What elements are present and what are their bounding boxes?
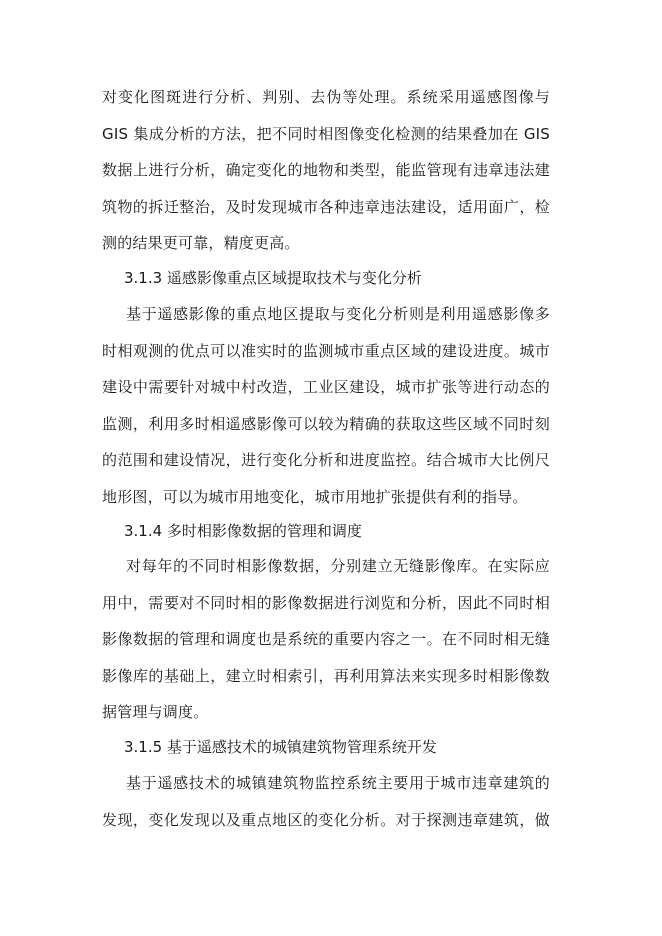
paragraph-line: GIS 集成分析的方法，把不同时相图像变化检测的结果叠加在 GIS bbox=[102, 124, 550, 143]
paragraph-line: 监测，利用多时相遥感影像可以较为精确的获取这些区域不同时刻 bbox=[102, 414, 550, 433]
paragraph-line: 据管理与调度。 bbox=[102, 703, 209, 722]
paragraph-line: 测的结果更可靠，精度更高。 bbox=[102, 234, 300, 253]
section-heading-3-1-5: 3.1.5 基于遥感技术的城镇建筑物管理系统开发 bbox=[124, 738, 437, 756]
paragraph-line: 数据上进行分析，确定变化的地物和类型，能监管现有违章违法建 bbox=[102, 161, 550, 180]
section-heading-3-1-3: 3.1.3 遥感影像重点区域提取技术与变化分析 bbox=[124, 269, 422, 287]
paragraph-line: 用中，需要对不同时相的影像数据进行浏览和分析，因此不同时相 bbox=[102, 593, 550, 612]
paragraph-4 bbox=[102, 765, 550, 838]
paragraph-line: 的范围和建设情况，进行变化分析和进度监控。结合城市大比例尺 bbox=[102, 451, 550, 470]
paragraph-line: 发现，变化发现以及重点地区的变化分析。对于探测违章建筑，做 bbox=[102, 810, 550, 829]
paragraph-line: 基于遥感技术的城镇建筑物监控系统主要用于城市违章建筑的 bbox=[126, 774, 550, 792]
paragraph-line: 基于遥感影像的重点地区提取与变化分析则是利用遥感影像多 bbox=[126, 305, 550, 323]
paragraph-line: 时相观测的优点可以准实时的监测城市重点区域的建设进度。城市 bbox=[102, 341, 550, 360]
paragraph-line: 对每年的不同时相影像数据，分别建立无缝影像库。在实际应 bbox=[126, 557, 550, 575]
paragraph-line: 地形图，可以为城市用地变化，城市用地扩张提供有利的指导。 bbox=[102, 487, 528, 506]
paragraph-line: 筑物的拆迁整治，及时发现城市各种违章违法建设，适用面广，检 bbox=[102, 197, 550, 216]
paragraph-line: 对变化图斑进行分析、判别、去伪等处理。系统采用遥感图像与 bbox=[102, 88, 550, 106]
paragraph-3 bbox=[102, 548, 550, 731]
paragraph-line: 影像库的基础上，建立时相索引，再利用算法来实现多时相影像数 bbox=[102, 666, 550, 685]
paragraph-line: 建设中需要针对城中村改造，工业区建设，城市扩张等进行动态的 bbox=[102, 378, 550, 397]
paragraph-1 bbox=[102, 79, 550, 262]
paragraph-line: 影像数据的管理和调度也是系统的重要内容之一。在不同时相无缝 bbox=[102, 630, 550, 649]
section-heading-3-1-4: 3.1.4 多时相影像数据的管理和调度 bbox=[124, 522, 362, 540]
paragraph-2 bbox=[102, 296, 550, 516]
